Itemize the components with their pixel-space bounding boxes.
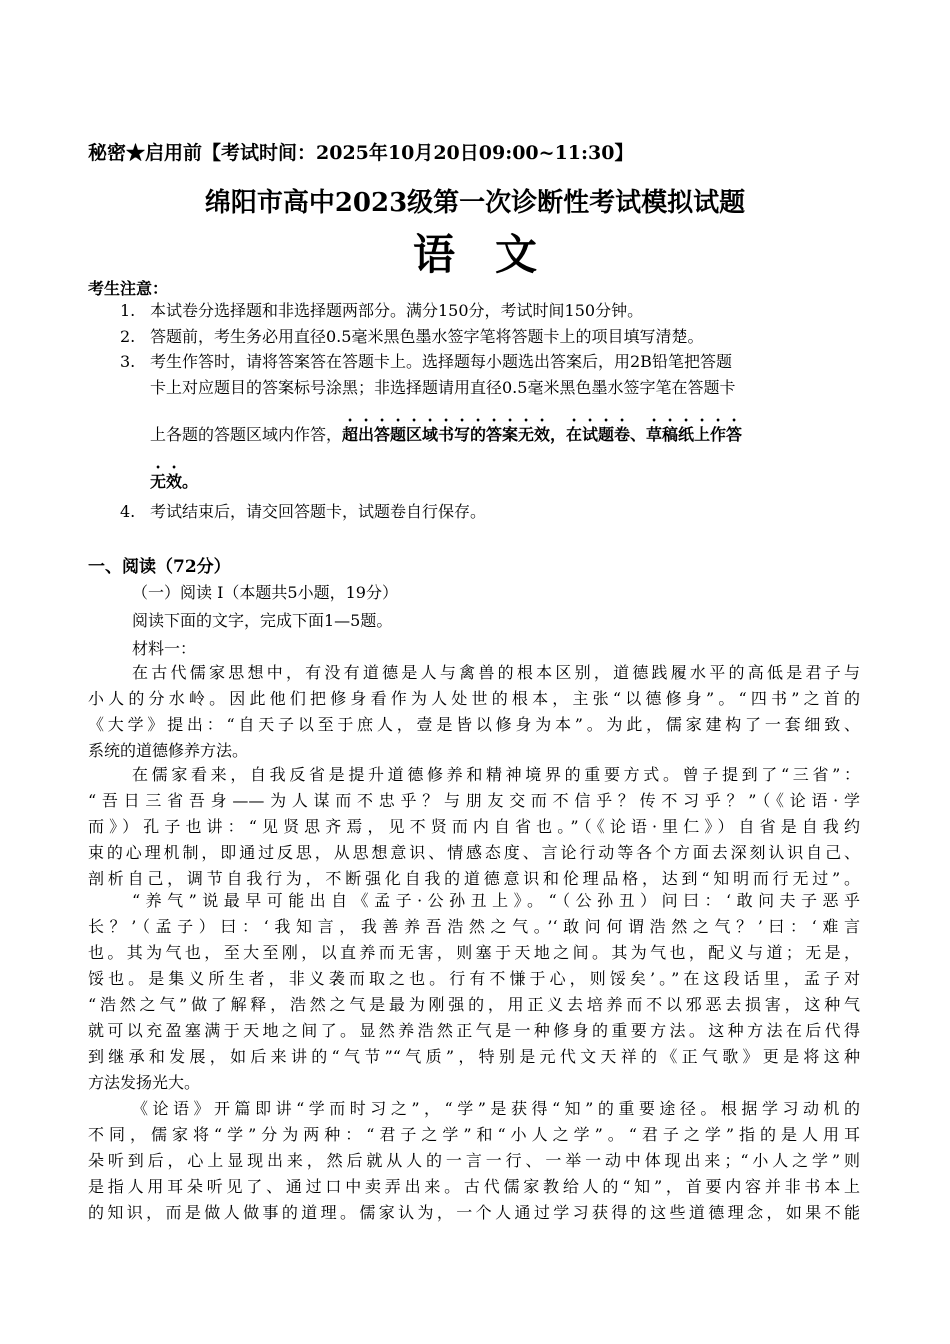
text-line: 而》）孔子也讲：“见贤思齐焉，见不贤而内自省也。”（《论语·里仁》）自省是自我约 bbox=[88, 817, 860, 836]
text-line: 不同，儒家将“学”分为两种：“君子之学”和“小人之学”。“君子之学”指的是人用耳 bbox=[88, 1125, 860, 1144]
notice-text: 考生作答时，请将答案答在答题卡上。选择题每小题选出答案后，用2B铅笔把答题 bbox=[150, 352, 732, 371]
text-line: 长？’（孟子）曰：‘我知言，我善养吾浩然之气。’‘敢问何谓浩然之气？’曰：‘难言 bbox=[88, 917, 860, 936]
notice-number: 2. bbox=[120, 327, 136, 346]
notice-heading: 考生注意： bbox=[88, 279, 169, 298]
text-line: 《大学》提出：“自天子以至于庶人，壹是皆以修身为本”。为此，儒家建构了一套细致、 bbox=[88, 715, 860, 734]
text-line: 到继承和发展，如后来讲的“气节”“气质”，特别是元代文天祥的《正气歌》更是将这种 bbox=[88, 1047, 860, 1066]
text-line: 朵听到后，心上显现出来，然后就从人的一言一行、一举一动中体现出来；“小人之学”则 bbox=[88, 1151, 860, 1170]
notice-text: 卡上对应题目的答案标号涂黑；非选择题请用直径0.5毫米黑色墨水签字笔在答题卡 bbox=[150, 378, 736, 397]
paragraph-2 bbox=[88, 762, 860, 892]
text-line: 系统的道德修养方法。 bbox=[88, 741, 249, 760]
text-line: 剖析自己，调节自我行为，不断强化自我的道德意识和伦理品格，达到“知明而行无过”。 bbox=[88, 869, 860, 888]
secret-header: 秘密★启用前【考试时间：2025年10月20日09:00~11:30】 bbox=[88, 142, 634, 164]
text-line: “浩然之气”做了解释，浩然之气是最为刚强的，用正义去培养而不以邪恶去损害，这种气 bbox=[88, 995, 860, 1014]
text-line: “养气”说最早可能出自《孟子·公孙丑上》。“（公孙丑）问曰：‘敢问夫子恶乎 bbox=[132, 891, 860, 910]
notice-text: 本试卷分选择题和非选择题两部分。满分150分，考试时间150分钟。 bbox=[150, 301, 644, 320]
text-line: 馁也。是集义所生者，非义袭而取之也。行有不慊于心，则馁矣’。”在这段话里，孟子对 bbox=[88, 969, 860, 988]
text-line: 的知识，而是做人做事的道理。儒家认为，一个人通过学习获得的这些道德理念，如果不能 bbox=[88, 1203, 860, 1222]
instruction: 阅读下面的文字，完成下面1—5题。 bbox=[132, 611, 393, 630]
text-line: 在儒家看来，自我反省是提升道德修养和精神境界的重要方式。曾子提到了“三省”： bbox=[132, 765, 860, 784]
text-line: 也。其为气也，至大至刚，以直养而无害，则塞于天地之间。其为气也，配义与道；无是， bbox=[88, 943, 860, 962]
section-title: 一、阅读（72分） bbox=[88, 557, 231, 577]
text-line: 在古代儒家思想中，有没有道德是人与禽兽的根本区别，道德践履水平的高低是君子与 bbox=[132, 663, 860, 682]
part-title: （一）阅读 I（本题共5小题，19分） bbox=[132, 583, 398, 602]
exam-title: 绵阳市高中2023级第一次诊断性考试模拟试题 bbox=[204, 188, 746, 218]
text-line: 《论语》开篇即讲“学而时习之”，“学”是获得“知”的重要途径。根据学习动机的 bbox=[132, 1099, 860, 1118]
text-line: “吾日三省吾身——为人谋而不忠乎？与朋友交而不信乎？传不习乎？”（《论语·学 bbox=[88, 791, 860, 810]
text-line: 就可以充盈塞满于天地之间了。显然养浩然正气是一种修身的重要方法。这种方法在后代得 bbox=[88, 1021, 860, 1040]
material-label: 材料一： bbox=[132, 639, 197, 658]
text-line: 束的心理机制，即通过反思，从思想意识、情感态度、言论行动等各个方面去深刻认识自己、 bbox=[88, 843, 860, 862]
notice-number: 1. bbox=[120, 301, 136, 320]
notice-emphasis: 无效。 bbox=[150, 472, 199, 491]
notice-text: 考试结束后，请交回答题卡，试题卷自行保存。 bbox=[150, 502, 487, 521]
notice-number: 4. bbox=[120, 502, 136, 521]
subject-title: 语文 bbox=[412, 230, 577, 279]
text-line: 方法发扬光大。 bbox=[88, 1073, 201, 1092]
paragraph-3 bbox=[88, 888, 860, 1096]
text-line: 是指人用耳朵听见了、通过口中卖弄出来。古代儒家教给人的“知”，首要内容并非书本上 bbox=[88, 1177, 860, 1196]
paragraph-1 bbox=[88, 660, 860, 764]
text-line: 小人的分水岭。因此他们把修身看作为人处世的根本，主张“以德修身”。“四书”之首的 bbox=[88, 689, 860, 708]
notice-number: 3. bbox=[120, 352, 136, 371]
paragraph-4 bbox=[88, 1096, 860, 1226]
notice-emphasis: 超出答题区域书写的答案无效，在试题卷、草稿纸上作答 bbox=[342, 425, 743, 444]
notice-text: 答题前，考生务必用直径0.5毫米黑色墨水签字笔将答题卡上的项目填写清楚。 bbox=[150, 327, 704, 346]
notice-text: 上各题的答题区域内作答， bbox=[150, 425, 343, 444]
